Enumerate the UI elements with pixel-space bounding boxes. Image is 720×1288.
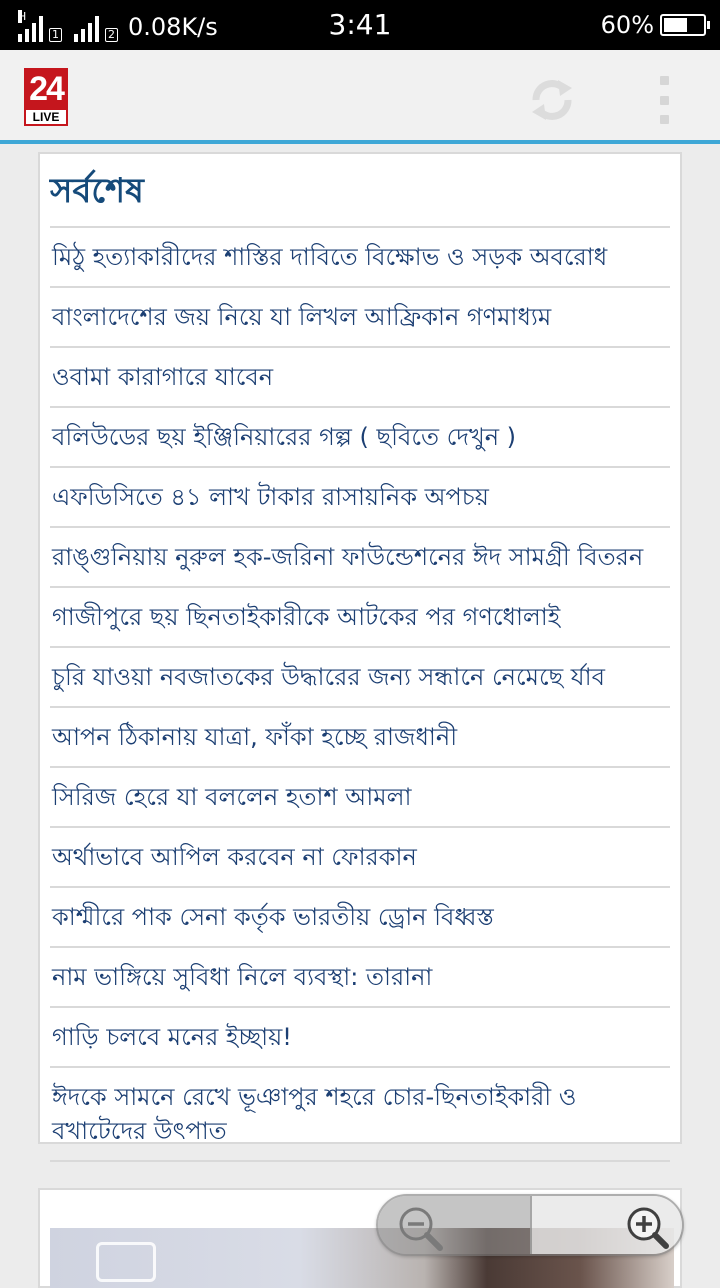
zoom-in-icon xyxy=(622,1204,682,1252)
news-item[interactable]: গাড়ি চলবে মনের ইচ্ছায়! xyxy=(50,1008,670,1068)
news-item[interactable]: বাংলাদেশের জয় নিয়ে যা লিখল আফ্রিকান গণমাধ্যম xyxy=(50,288,670,348)
battery-icon xyxy=(660,14,706,36)
zoom-controls xyxy=(376,1194,684,1256)
news-item[interactable]: বলিউডের ছয় ইঞ্জিনিয়ারের গল্প ( ছবিতে দেখুন ) xyxy=(50,408,670,468)
news-item[interactable]: মিঠু হত্যাকারীদের শাস্তির দাবিতে বিক্ষোভ ও সড়ক অবরোধ xyxy=(50,228,670,288)
zoom-in-button[interactable] xyxy=(530,1196,682,1254)
sim1-badge: 1 xyxy=(49,28,62,42)
news-item[interactable]: চুরি যাওয়া নবজাতকের উদ্ধারের জন্য সন্ধানে নেমেছে র্যাব xyxy=(50,648,670,708)
status-bar xyxy=(0,0,720,50)
main-content[interactable] xyxy=(0,148,720,1280)
clock: 3:41 xyxy=(328,8,392,41)
zoom-out-button[interactable] xyxy=(378,1196,530,1254)
section-title: সর্বশেষ xyxy=(50,171,144,211)
app-logo[interactable] xyxy=(24,68,68,126)
news-item[interactable]: ওবামা কারাগারে যাবেন xyxy=(50,348,670,408)
news-item[interactable]: আপন ঠিকানায় যাত্রা, ফাঁকা হচ্ছে রাজধানী xyxy=(50,708,670,768)
zoom-out-icon xyxy=(394,1204,454,1252)
news-item[interactable]: গাজীপুরে ছয় ছিনতাইকারীকে আটকের পর গণধোলাই xyxy=(50,588,670,648)
news-item[interactable]: এফডিসিতে ৪১ লাখ টাকার রাসায়নিক অপচয় xyxy=(50,468,670,528)
emblem-image xyxy=(96,1242,156,1282)
news-item[interactable]: সিরিজ হেরে যা বললেন হতাশ আমলা xyxy=(50,768,670,828)
news-item[interactable]: নাম ভাঙ্গিয়ে সুবিধা নিলে ব্যবস্থা: তারানা xyxy=(50,948,670,1008)
battery-percent: 60% xyxy=(600,11,654,39)
status-right xyxy=(601,8,706,42)
news-item[interactable]: ঈদকে সামনে রেখে ভূঞাপুর শহরে চোর-ছিনতাইকারী ও বখাটেদের উৎপাত xyxy=(50,1068,670,1162)
news-list xyxy=(50,226,670,1162)
latest-news-card xyxy=(38,152,682,1144)
news-item[interactable]: অর্থাভাবে আপিল করবেন না ফোরকান xyxy=(50,828,670,888)
app-bar xyxy=(0,50,720,144)
news-item[interactable]: কাশ্মীরে পাক সেনা কর্তৃক ভারতীয় ড্রোন বিধ্বস্ত xyxy=(50,888,670,948)
logo-number: 24 xyxy=(29,70,63,108)
overflow-menu-icon[interactable] xyxy=(654,76,674,124)
network-type-label: H xyxy=(18,10,27,23)
network-speed: 0.08K/s xyxy=(128,13,218,41)
sim2-badge: 2 xyxy=(105,28,118,42)
news-item[interactable]: রাঙ্গুনিয়ায় নুরুল হক-জরিনা ফাউন্ডেশনের ঈদ সামগ্রী বিতরন xyxy=(50,528,670,588)
refresh-icon[interactable] xyxy=(526,74,578,126)
logo-live-label: LIVE xyxy=(26,110,66,124)
